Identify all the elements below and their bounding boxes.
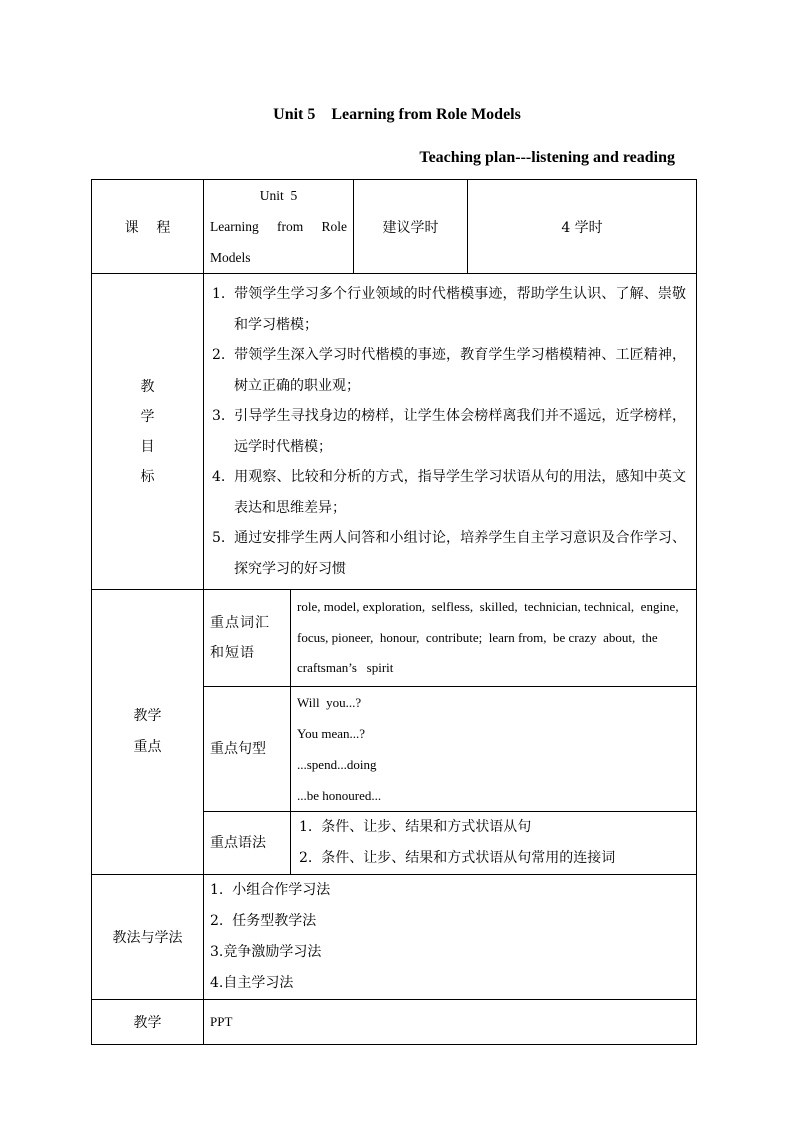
resources-row (92, 999, 697, 1044)
objective-number: 1. (212, 286, 226, 302)
objective-number: 2. (212, 347, 226, 363)
vocab-label: 重点词汇和短语 (210, 614, 270, 661)
grammar-label-cell (204, 811, 291, 874)
key-points-label-line-2: 重点 (133, 738, 162, 755)
resources-label-cell (92, 999, 204, 1044)
methods-list (204, 875, 696, 999)
course-name-line-3: Models (210, 250, 251, 265)
objectives-list-cell (204, 274, 697, 590)
grammar-item: 2. 条件、让步、结果和方式状语从句常用的连接词 (299, 849, 616, 866)
hours-value: 4 学时 (561, 219, 603, 236)
sentence-pattern: ...spend...doing (297, 756, 377, 772)
key-points-label-cell (92, 590, 204, 875)
objective-number: 3. (212, 408, 226, 424)
objective-item (212, 523, 686, 584)
hours-label: 建议学时 (382, 219, 439, 236)
sentence-pattern: ...be honoured... (297, 787, 382, 803)
resources-content-cell (204, 999, 697, 1044)
methods-content-cell (204, 874, 697, 999)
methods-label: 教法与学法 (112, 929, 183, 946)
objectives-label-char: 目 (140, 438, 155, 455)
objectives-list (204, 274, 696, 589)
hours-label-cell (354, 180, 468, 274)
objectives-label-char: 标 (140, 468, 155, 485)
grammar-list (291, 812, 696, 874)
objective-item (212, 401, 686, 462)
vocab-content-cell (291, 590, 697, 687)
methods-label-cell (92, 874, 204, 999)
document-subtitle: Teaching plan---listening and reading (419, 149, 675, 166)
vocab-label-cell (204, 590, 291, 687)
course-name-line-1: Unit 5 (259, 188, 298, 203)
hours-value-cell (468, 180, 697, 274)
sentence-content-cell (291, 686, 697, 811)
resources-value: PPT (210, 1013, 233, 1029)
grammar-item: 1. 条件、让步、结果和方式状语从句 (299, 818, 532, 835)
method-item: 2. 任务型教学法 (210, 912, 317, 929)
method-item: 4.自主学习法 (210, 974, 294, 991)
methods-row (92, 874, 697, 999)
objectives-row (92, 274, 697, 590)
sentence-pattern: Will you...? (297, 694, 362, 710)
objective-item (212, 279, 686, 340)
course-name-line-2: Learning from Role (210, 219, 347, 234)
objective-item (212, 340, 686, 401)
objective-text: 通过安排学生两人问答和小组讨论，培养学生自主学习意识及合作学习、探究学习的好习惯 (234, 530, 686, 577)
vocab-row (92, 590, 697, 687)
objective-number: 4. (212, 469, 226, 485)
objective-item (212, 462, 686, 523)
objective-text: 带领学生学习多个行业领域的时代楷模事迹，帮助学生认识、了解、崇敬和学习楷模； (234, 286, 686, 333)
objective-number: 5. (212, 530, 226, 546)
teaching-plan-table (91, 179, 697, 1045)
course-label-cell (92, 180, 204, 274)
method-item: 3.竞争激励学习法 (210, 943, 322, 960)
objectives-label-char: 学 (140, 408, 155, 425)
course-name-cell (204, 180, 354, 274)
key-points-label-line-1: 教学 (133, 707, 162, 724)
objectives-label-char: 教 (140, 378, 155, 395)
objective-text: 用观察、比较和分析的方式，指导学生学习状语从句的用法，感知中英文表达和思维差异； (234, 469, 686, 516)
resources-label: 教学 (133, 1014, 162, 1031)
sentence-list (291, 687, 696, 811)
sentence-pattern: You mean...? (297, 725, 366, 741)
sentence-label: 重点句型 (210, 740, 266, 757)
method-item: 1. 小组合作学习法 (210, 881, 331, 898)
course-row (92, 180, 697, 274)
document-title: Unit 5 Learning from Role Models (273, 106, 521, 123)
sentence-label-cell (204, 686, 291, 811)
course-label: 课 程 (124, 219, 171, 236)
vocab-text: role, model, exploration, selfless, skilled, technician, technical, engine, focus, pioneer, honour, contribute; learn from, be crazy about, the craftsman’s spirit (297, 599, 686, 675)
objective-text: 引导学生寻找身边的榜样，让学生体会榜样离我们并不遥远，近学榜样，远学时代楷模； (234, 408, 686, 455)
grammar-content-cell (291, 811, 697, 874)
grammar-label: 重点语法 (210, 834, 266, 851)
objectives-label-cell (92, 274, 204, 590)
objective-text: 带领学生深入学习时代楷模的事迹，教育学生学习楷模精神、工匠精神，树立正确的职业观； (234, 347, 686, 394)
